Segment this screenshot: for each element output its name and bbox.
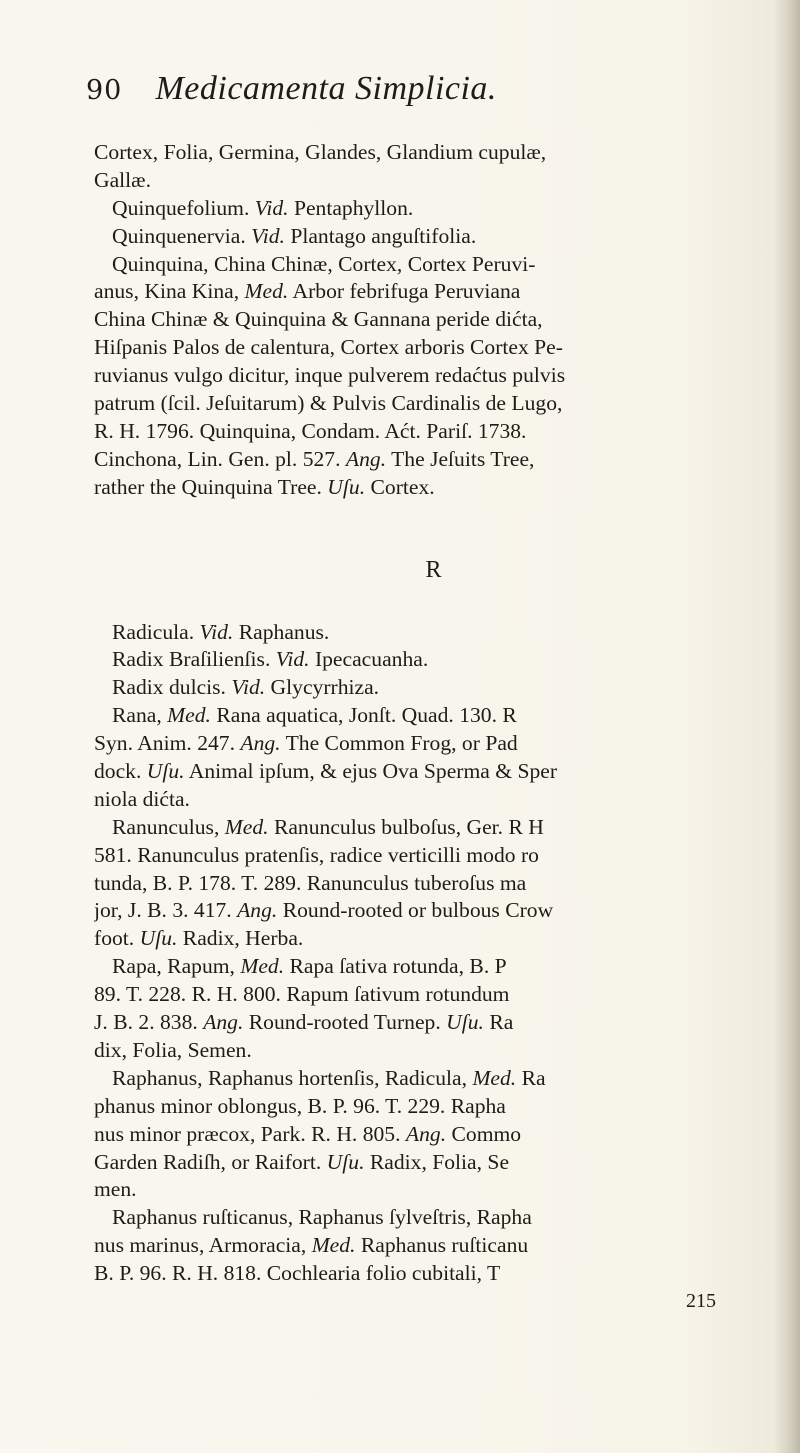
text-line: nus minor præcox, Park. R. H. 805. Ang. Commo [94, 1121, 522, 1146]
section-letter: R [425, 556, 443, 583]
text-line: men. [94, 1177, 137, 1202]
text-line: patrum (ſcil. Jeſuitarum) & Pulvis Cardinalis de Lugo, [94, 391, 563, 416]
body-text [94, 139, 734, 1316]
text-line: ruvianus vulgo dicitur, inque pulverem redaćtus pulvis [94, 363, 566, 388]
text-line: Syn. Anim. 247. Ang. The Common Frog, or Pad [94, 731, 518, 756]
text-line: Radix dulcis. Vid. Glycyrrhiza. [112, 675, 380, 700]
text-line: Garden Radiſh, or Raifort. Uſu. Radix, Folia, Se [94, 1149, 510, 1174]
entries-r [94, 619, 734, 1288]
text-line: Quinquenervia. Vid. Plantago anguſtifolia. [112, 223, 477, 248]
text-line: Cinchona, Lin. Gen. pl. 527. Ang. The Jeſuits Tree, [94, 446, 535, 471]
page-number: 90 [86, 75, 123, 106]
text-line: phanus minor oblongus, B. P. 96. T. 229. Rapha [94, 1093, 506, 1118]
running-title: Medicamenta Simplicia. [155, 70, 497, 107]
text-line: Raphanus ruſticanus, Raphanus ſylveſtris, Rapha [112, 1205, 532, 1230]
text-line: Radix Braſilienſis. Vid. Ipecacuanha. [112, 647, 429, 672]
text-line: niola dićta. [94, 786, 190, 811]
text-line: Rapa, Rapum, Med. Rapa ſativa rotunda, B. P [112, 954, 507, 979]
text-line: dock. Uſu. Animal ipſum, & ejus Ova Sperma & Sper [94, 759, 558, 784]
text-line: Quinquefolium. Vid. Pentaphyllon. [112, 195, 414, 220]
text-line: 89. T. 228. R. H. 800. Rapum ſativum rotundum [94, 982, 510, 1007]
text-line: Raphanus, Raphanus hortenſis, Radicula, Med. Ra [112, 1065, 546, 1090]
text-line: nus marinus, Armoracia, Med. Raphanus ruſticanu [94, 1233, 529, 1258]
text-line: Ranunculus, Med. Ranunculus bulboſus, Ger. R H [112, 814, 544, 839]
text-line: J. B. 2. 838. Ang. Round-rooted Turnep. Uſu. Ra [94, 1010, 514, 1035]
entries-q [94, 139, 734, 502]
text-line: 581. Ranunculus pratenſis, radice verticilli modo ro [94, 842, 539, 867]
text-line: China Chinæ & Quinquina & Gannana peride dićta, [94, 307, 543, 332]
text-line: rather the Quinquina Tree. Uſu. Cortex. [94, 474, 435, 499]
text-line: anus, Kina Kina, Med. Arbor febrifuga Peruviana [94, 279, 521, 304]
catchword: 215 [686, 1289, 716, 1312]
page-edge-shadow [774, 0, 800, 1453]
text-line: Radicula. Vid. Raphanus. [112, 619, 330, 644]
text-line: R. H. 1796. Quinquina, Condam. Aćt. Pariſ. 1738. [94, 418, 527, 443]
text-line: Hiſpanis Palos de calentura, Cortex arboris Cortex Pe- [94, 335, 563, 360]
text-line: B. P. 96. R. H. 818. Cochlearia folio cubitali, T [94, 1261, 501, 1286]
text-line: Cortex, Folia, Germina, Glandes, Glandium cupulæ, [94, 140, 547, 164]
text-line: foot. Uſu. Radix, Herba. [94, 926, 304, 951]
text-line: Gallæ. [94, 167, 151, 192]
page-header [86, 70, 726, 118]
text-line: Rana, Med. Rana aquatica, Jonſt. Quad. 130. R [112, 703, 517, 728]
text-line: dix, Folia, Semen. [94, 1037, 252, 1062]
text-line: Quinquina, China Chinæ, Cortex, Cortex Peruvi- [112, 251, 536, 276]
text-line: jor, J. B. 3. 417. Ang. Round-rooted or bulbous Crow [94, 898, 554, 923]
text-line: tunda, B. P. 178. T. 289. Ranunculus tuberoſus ma [94, 870, 527, 895]
